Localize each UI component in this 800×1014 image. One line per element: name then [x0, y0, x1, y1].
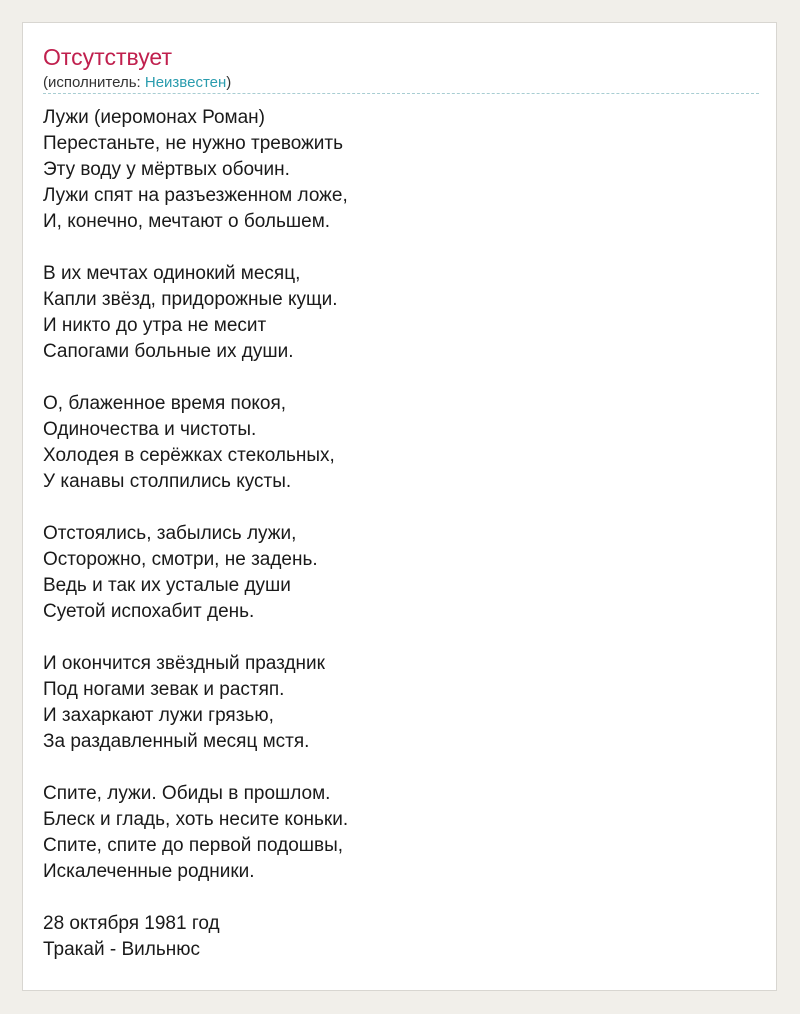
stanza: [43, 781, 743, 885]
stanza: [43, 105, 743, 235]
stanza: [43, 391, 743, 495]
lyrics-line: Спите, лужи. Обиды в прошлом.: [43, 783, 331, 804]
lyrics-line: И никто до утра не месит: [43, 315, 267, 336]
lyrics-line: И, конечно, мечтают о большем.: [43, 211, 331, 232]
lyrics-line: 28 октября 1981 год: [43, 913, 220, 934]
lyrics-line: Сапогами больные их души.: [43, 341, 294, 362]
performer-prefix: (исполнитель:: [43, 74, 145, 91]
lyrics-line: И захаркают лужи грязью,: [43, 705, 274, 726]
lyrics-line: Холодея в серёжках стекольных,: [43, 445, 335, 466]
lyrics-line: Искалеченные родники.: [43, 861, 255, 882]
lyrics-card: [22, 22, 777, 991]
lyrics-line: Одиночества и чистоты.: [43, 419, 257, 440]
stanza: [43, 261, 743, 365]
stanza: [43, 911, 743, 963]
performer-link[interactable]: Неизвестен: [144, 74, 227, 91]
lyrics-line: Эту воду у мёртвых обочин.: [43, 159, 290, 180]
title-divider: [43, 93, 759, 94]
stanza: [43, 651, 743, 755]
song-title: Отсутствует: [43, 44, 172, 70]
lyrics-line: Осторожно, смотри, не задень.: [43, 549, 318, 570]
performer-suffix: ): [226, 74, 232, 91]
lyrics-line: Блеск и гладь, хоть несите коньки.: [43, 809, 349, 830]
lyrics-line: Ведь и так их усталые души: [43, 575, 291, 596]
lyrics-line: Лужи спят на разъезженном ложе,: [43, 185, 348, 206]
performer-line: [43, 74, 231, 92]
lyrics-line: Под ногами зевак и растяп.: [43, 679, 285, 700]
stanza: [43, 521, 743, 625]
lyrics-line: В их мечтах одинокий месяц,: [43, 263, 301, 284]
lyrics-line: О, блаженное время покоя,: [43, 393, 287, 414]
lyrics-line: Капли звёзд, придорожные кущи.: [43, 289, 338, 310]
lyrics-line: Спите, спите до первой подошвы,: [43, 835, 344, 856]
lyrics-line: Суетой испохабит день.: [43, 601, 255, 622]
lyrics-body: [43, 105, 743, 989]
lyrics-line: И окончится звёздный праздник: [43, 653, 325, 674]
lyrics-line: Лужи (иеромонах Роман): [43, 107, 265, 128]
lyrics-line: За раздавленный месяц мстя.: [43, 731, 310, 752]
lyrics-line: Перестаньте, не нужно тревожить: [43, 133, 344, 154]
lyrics-line: Тракай - Вильнюс: [43, 939, 200, 960]
lyrics-line: Отстоялись, забылись лужи,: [43, 523, 297, 544]
lyrics-line: У канавы столпились кусты.: [43, 471, 292, 492]
